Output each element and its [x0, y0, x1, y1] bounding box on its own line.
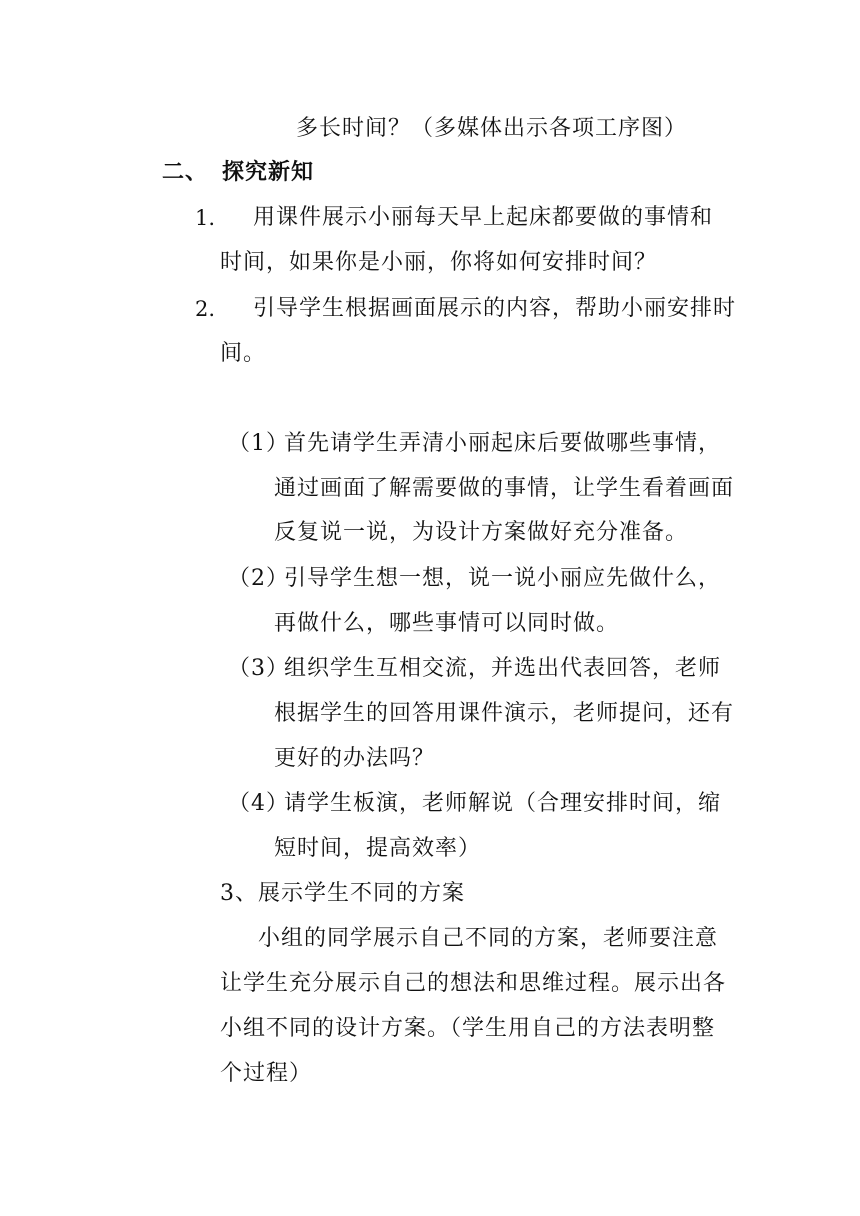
subitem-4-line-1: 请学生板演，老师解说（合理安排时间，缩: [284, 791, 722, 816]
subitem-4-number: （4）: [228, 791, 289, 816]
paragraph-line-1: 小组的同学展示自己不同的方案，老师要注意: [258, 926, 719, 951]
intro-line: 多长时间？（多媒体出示各项工序图）: [296, 116, 688, 141]
paragraph-line-3: 小组不同的设计方案。（学生用自己的方法表明整: [220, 1016, 716, 1041]
subitem-3-line-2: 根据学生的回答用课件演示，老师提问，还有: [274, 701, 735, 726]
subitem-1-number: （1）: [228, 431, 289, 456]
item-1-line-2: 时间，如果你是小丽，你将如何安排时间？: [220, 250, 658, 275]
subitem-3-line-1: 组织学生互相交流，并选出代表回答，老师: [284, 656, 722, 681]
item-3-heading: 3、展示学生不同的方案: [220, 881, 465, 906]
item-2-number: 2.: [195, 297, 216, 321]
paragraph-line-2: 让学生充分展示自己的想法和思维过程。展示出各: [220, 971, 727, 996]
subitem-4-line-2: 短时间，提高效率）: [274, 836, 482, 861]
subitem-1-line-1: 首先请学生弄清小丽起床后要做哪些事情，: [284, 431, 722, 456]
subitem-3-line-3: 更好的办法吗？: [274, 746, 436, 771]
section-title: 探究新知: [222, 159, 315, 185]
item-1-number: 1.: [195, 206, 216, 230]
subitem-2-number: （2）: [228, 566, 289, 591]
section-number: 二、: [162, 159, 209, 185]
paragraph-line-4: 个过程）: [220, 1061, 313, 1086]
subitem-2-line-1: 引导学生想一想，说一说小丽应先做什么，: [284, 566, 722, 591]
subitem-3-number: （3）: [228, 656, 289, 681]
subitem-2-line-2: 再做什么，哪些事情可以同时做。: [274, 611, 620, 636]
subitem-1-line-2: 通过画面了解需要做的事情，让学生看着画面: [274, 476, 735, 501]
subitem-1-line-3: 反复说一说，为设计方案做好充分准备。: [274, 520, 689, 545]
item-2-line-1: 引导学生根据画面展示的内容，帮助小丽安排时: [253, 296, 737, 321]
item-2-line-2: 间。: [220, 341, 267, 366]
item-1-line-1: 用课件展示小丽每天早上起床都要做的事情和: [253, 205, 714, 230]
